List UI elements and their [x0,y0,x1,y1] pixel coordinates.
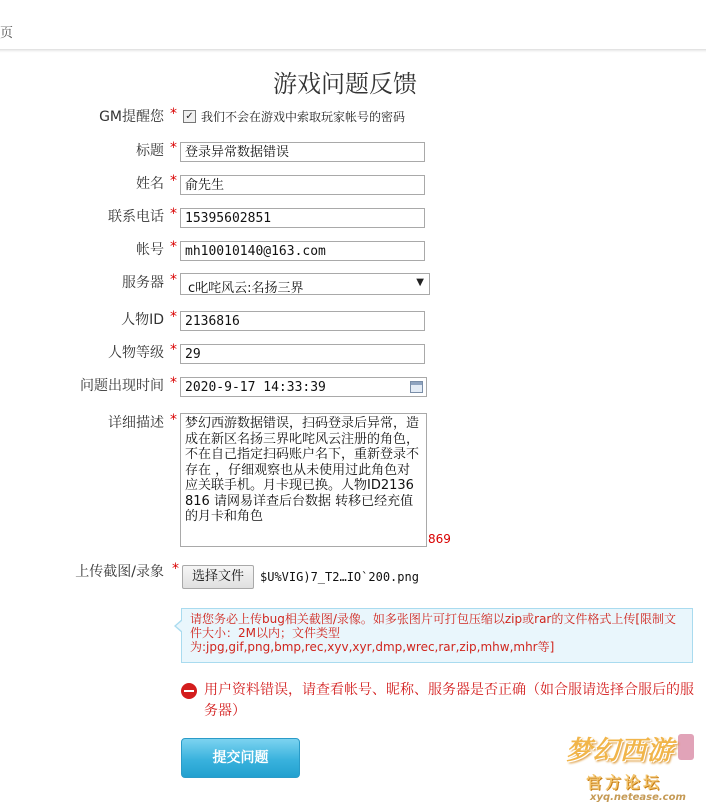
character-id-label: 人物ID [121,312,164,328]
server-select[interactable] [180,273,430,295]
gm-notice-checkbox-row[interactable] [183,108,405,125]
required-mark: * [170,106,177,122]
required-mark: * [170,206,177,222]
description-textarea[interactable]: 梦幻西游数据错误，扫码登录后异常，造成在新区名扬三界叱咤风云注册的角色，不在自己指定扫码账户名下，重新登录不存在 ，仔细观察也从未使用过此角色对应关联手机。月卡现已换。人物ID2136816 请网易详查后台数据 转移已经充值的月卡和角色 [180,413,427,547]
gm-notice-text: 我们不会在游戏中索取玩家帐号的密码 [201,110,406,124]
phone-input[interactable]: 15395602851 [180,208,425,228]
required-mark: * [172,561,179,577]
gm-notice-label: GM提醒您 [99,109,164,125]
selected-file-name: $U%VIG)7_T2…IO`200.png [260,570,419,584]
logo-tag-icon [678,734,694,760]
watermark-sub-text: 官方论坛 [586,773,663,792]
description-char-counter: 869 [428,532,451,546]
name-label: 姓名 [136,176,164,192]
account-input[interactable]: mh10010140@163.com [180,241,425,261]
name-input[interactable]: 俞先生 [180,175,425,195]
chevron-down-icon[interactable]: ▼ [416,277,424,288]
account-label: 帐号 [136,242,164,258]
issue-time-label: 问题出现时间 [80,378,164,394]
server-select-value: c叱咤风云:名扬三界 [188,281,304,296]
character-id-input[interactable]: 2136816 [180,311,425,331]
choose-file-button[interactable]: 选择文件 [182,565,254,589]
required-mark: * [170,375,177,391]
title-input[interactable]: 登录异常数据错误 [180,142,425,162]
error-icon [181,683,197,699]
required-mark: * [170,140,177,156]
character-level-input[interactable]: 29 [180,344,425,364]
required-mark: * [170,173,177,189]
watermark-url: xyq.netease.com [590,792,686,803]
watermark-logo [566,722,702,808]
submit-button[interactable]: 提交问题 [181,738,300,778]
server-label: 服务器 [122,275,164,291]
top-bar-shadow [0,49,706,53]
required-mark: * [170,272,177,288]
required-mark: * [170,309,177,325]
required-mark: * [170,342,177,358]
required-mark: * [170,239,177,255]
watermark-logo-text: 梦幻西游 [566,736,675,766]
character-level-label: 人物等级 [108,345,164,361]
phone-label: 联系电话 [108,209,164,225]
top-bar [0,0,706,52]
issue-time-input[interactable] [180,377,427,397]
required-mark: * [170,412,177,428]
title-label: 标题 [136,143,164,159]
issue-time-value: 2020-9-17 14:33:39 [185,380,326,395]
error-message: 用户资料错误，请查看帐号、昵称、服务器是否正确（如合服请选择合服后的服务器） [204,682,694,719]
gm-notice-checkbox[interactable]: ✓ [183,110,196,123]
breadcrumb[interactable]: 页 [0,26,14,41]
page-title: 游戏问题反馈 [273,70,417,98]
upload-label: 上传截图/录象 [75,564,164,580]
calendar-icon[interactable] [410,381,423,393]
description-label: 详细描述 [108,415,164,431]
upload-tip-box: 请您务必上传bug相关截图/录像。如多张图片可打包压缩以zip或rar的文件格式上传[限制文件大小：2M以内；文件类型为:jpg,gif,png,bmp,rec,xyv,xyr,dmp,wrec,rar,zip,mhw,mhr等] [181,608,693,663]
